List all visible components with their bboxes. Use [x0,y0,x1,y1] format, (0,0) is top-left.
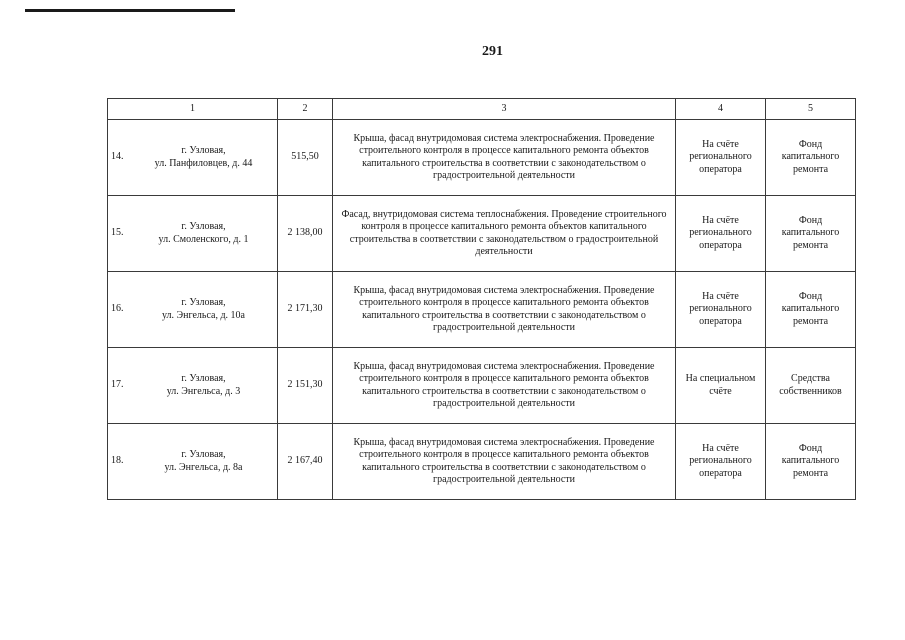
address-city: г. Узловая, [181,449,226,460]
top-rule [25,9,235,12]
address-city: г. Узловая, [181,145,226,156]
account-cell: На счёте регионального оператора [676,196,766,272]
fund-source-cell: Фонд капитального ремонта [766,424,856,500]
works-cell: Крыша, фасад внутридомовая система электроснабжения. Проведение строительного контроля в процессе капитального ремонта объектов капитального строительства в соответствии с законодательством о градостроительной деятельности [333,272,676,348]
page-number: 291 [482,44,503,59]
column-header-1: 1 [108,99,278,120]
address-city: г. Узловая, [181,297,226,308]
account-cell: На счёте регионального оператора [676,120,766,196]
column-header-4: 4 [676,99,766,120]
row-number: 16. [111,303,124,315]
table-row [108,348,856,424]
fund-source-cell: Фонд капитального ремонта [766,196,856,272]
address-street: ул. Энгельса, д. 3 [166,385,241,397]
works-cell: Крыша, фасад внутридомовая система электроснабжения. Проведение строительного контроля в процессе капитального ремонта объектов капитального строительства в соответствии с законодательством о градостроительной деятельности [333,348,676,424]
area-cell: 515,50 [278,120,333,196]
fund-source-cell: Фонд капитального ремонта [766,120,856,196]
works-cell: Фасад, внутридомовая система теплоснабжения. Проведение строительного контроля в процессе капитального ремонта объектов капитального строительства в соответствии с законодательством о градостроительной деятельности [333,196,676,272]
account-cell: На счёте регионального оператора [676,424,766,500]
address-city: г. Узловая, [181,373,226,384]
address-cell [108,348,278,424]
fund-source-cell: Фонд капитального ремонта [766,272,856,348]
area-cell: 2 138,00 [278,196,333,272]
works-cell: Крыша, фасад внутридомовая система электроснабжения. Проведение строительного контроля в процессе капитального ремонта объектов капитального строительства в соответствии с законодательством о градостроительной деятельности [333,120,676,196]
address-cell [108,120,278,196]
row-number: 14. [111,151,124,163]
header-row [108,99,856,120]
account-cell: На специальном счёте [676,348,766,424]
works-table [107,98,856,500]
address-street: ул. Смоленского, д. 1 [158,233,249,245]
column-header-3: 3 [333,99,676,120]
address-cell [108,424,278,500]
area-cell: 2 167,40 [278,424,333,500]
table-row [108,196,856,272]
table-row [108,120,856,196]
row-number: 18. [111,455,124,467]
address-city: г. Узловая, [181,221,226,232]
column-header-2: 2 [278,99,333,120]
table-row [108,272,856,348]
account-cell: На счёте регионального оператора [676,272,766,348]
area-cell: 2 171,30 [278,272,333,348]
address-street: ул. Панфиловцев, д. 44 [154,157,253,169]
table-body [108,120,856,500]
table-row [108,424,856,500]
address-cell [108,272,278,348]
column-header-5: 5 [766,99,856,120]
row-number: 15. [111,227,124,239]
row-number: 17. [111,379,124,391]
address-cell [108,196,278,272]
area-cell: 2 151,30 [278,348,333,424]
address-street: ул. Энгельса, д. 10а [162,309,245,321]
works-cell: Крыша, фасад внутридомовая система электроснабжения. Проведение строительного контроля в процессе капитального ремонта объектов капитального строительства в соответствии с законодательством о градостроительной деятельности [333,424,676,500]
fund-source-cell: Средства собственников [766,348,856,424]
address-street: ул. Энгельса, д. 8а [164,461,243,473]
